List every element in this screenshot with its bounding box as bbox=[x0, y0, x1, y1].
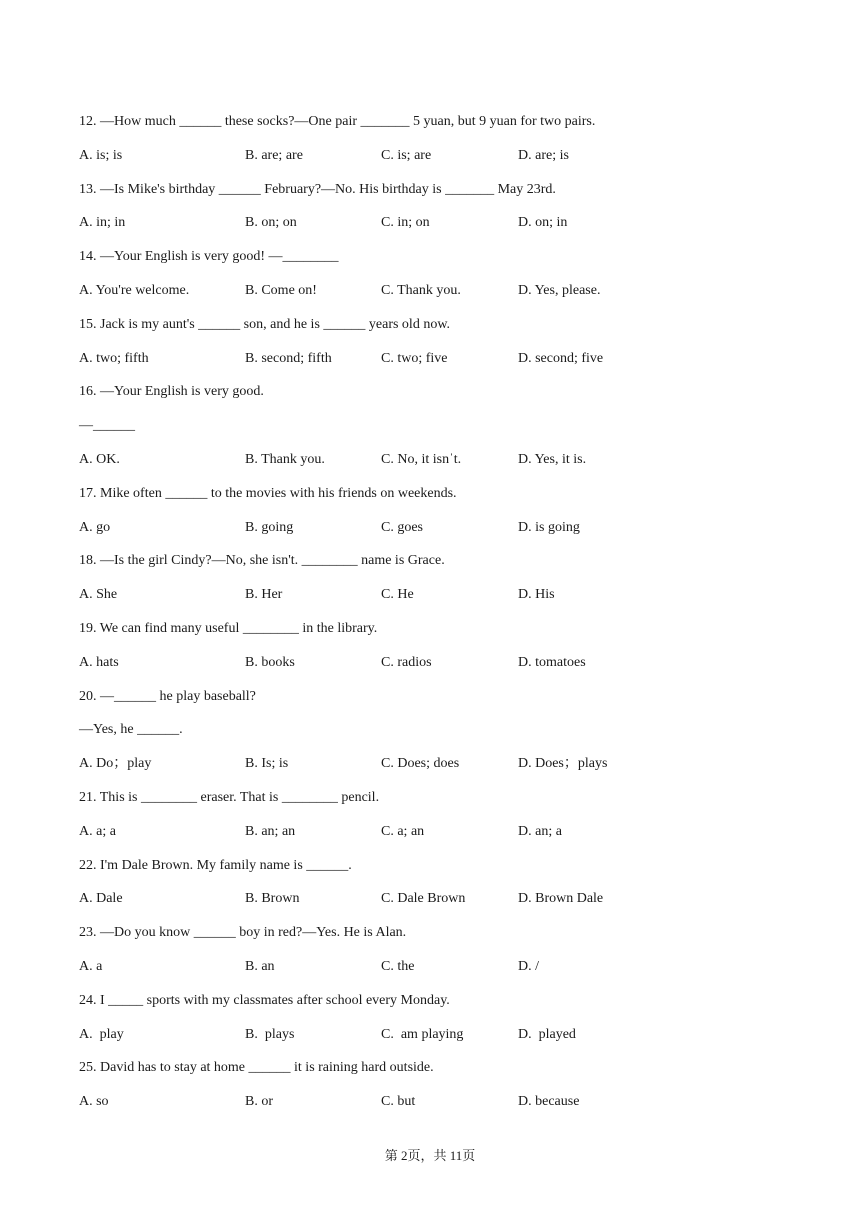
option-d: D. His bbox=[518, 587, 555, 602]
option-b: B. plays bbox=[245, 1027, 295, 1042]
option-b: B. Her bbox=[245, 587, 283, 602]
option-b: B. Is; is bbox=[245, 756, 289, 771]
option-d: D. are; is bbox=[518, 148, 569, 163]
option-d: D. on; in bbox=[518, 215, 568, 230]
option-a: A. is; is bbox=[79, 148, 123, 163]
option-d: D. tomatoes bbox=[518, 655, 586, 670]
question-text: 21. This is ________ eraser. That is ________ pencil. bbox=[79, 790, 380, 805]
option-a: A. go bbox=[79, 520, 111, 535]
option-a: A. two; fifth bbox=[79, 351, 149, 366]
option-b: B. an; an bbox=[245, 824, 296, 839]
option-c: C. He bbox=[381, 587, 414, 602]
option-d: D. an; a bbox=[518, 824, 562, 839]
option-a: A. You're welcome. bbox=[79, 283, 190, 298]
option-d: D. Yes, it is. bbox=[518, 452, 587, 467]
question-text: 25. David has to stay at home ______ it is raining hard outside. bbox=[79, 1060, 434, 1075]
option-d: D. because bbox=[518, 1094, 580, 1109]
option-b: B. Thank you. bbox=[245, 452, 325, 467]
question-text: 20. —______ he play baseball? bbox=[79, 689, 256, 704]
question-text: 24. I _____ sports with my classmates after school every Monday. bbox=[79, 993, 450, 1008]
option-a: A. so bbox=[79, 1094, 109, 1109]
question-text: 19. We can find many useful ________ in the library. bbox=[79, 621, 378, 636]
question-text: 12. —How much ______ these socks?—One pair _______ 5 yuan, but 9 yuan for two pairs. bbox=[79, 114, 596, 129]
option-a: A. in; in bbox=[79, 215, 126, 230]
question-text: —______ bbox=[79, 418, 135, 433]
option-d: D. Brown Dale bbox=[518, 891, 604, 906]
option-d: D. Does；plays bbox=[518, 756, 608, 771]
option-c: C. two; five bbox=[381, 351, 448, 366]
option-a: A. Dale bbox=[79, 891, 123, 906]
option-d: D. second; five bbox=[518, 351, 604, 366]
question-text: 13. —Is Mike's birthday ______ February?—No. His birthday is _______ May 23rd. bbox=[79, 182, 556, 197]
option-c: C. but bbox=[381, 1094, 416, 1109]
option-b: B. or bbox=[245, 1094, 273, 1109]
page-footer: 第 2页，共 11页 bbox=[384, 1148, 476, 1163]
option-c: C. Thank you. bbox=[381, 283, 461, 298]
option-b: B. books bbox=[245, 655, 295, 670]
question-text: 16. —Your English is very good. bbox=[79, 384, 264, 399]
option-c: C. in; on bbox=[381, 215, 430, 230]
question-text: 15. Jack is my aunt's ______ son, and he is ______ years old now. bbox=[79, 317, 451, 332]
option-a: A. She bbox=[79, 587, 118, 602]
question-text: 18. —Is the girl Cindy?—No, she isn't. ________ name is Grace. bbox=[79, 553, 445, 568]
option-d: D. is going bbox=[518, 520, 580, 535]
option-a: A. a bbox=[79, 959, 103, 974]
option-c: C. Does; does bbox=[381, 756, 460, 771]
option-a: A. Do；play bbox=[79, 756, 152, 771]
option-d: D. played bbox=[518, 1027, 576, 1042]
option-a: A. OK. bbox=[79, 452, 120, 467]
option-c: C. No, it isnˈt. bbox=[381, 452, 462, 467]
question-text: 23. —Do you know ______ boy in red?—Yes. He is Alan. bbox=[79, 925, 407, 940]
question-text: 17. Mike often ______ to the movies with his friends on weekends. bbox=[79, 486, 457, 501]
option-c: C. is; are bbox=[381, 148, 432, 163]
option-a: A. play bbox=[79, 1027, 124, 1042]
option-b: B. Come on! bbox=[245, 283, 317, 298]
option-b: B. Brown bbox=[245, 891, 300, 906]
option-b: B. on; on bbox=[245, 215, 297, 230]
option-c: C. radios bbox=[381, 655, 432, 670]
option-c: C. goes bbox=[381, 520, 423, 535]
option-c: C. the bbox=[381, 959, 415, 974]
option-c: C. Dale Brown bbox=[381, 891, 466, 906]
option-b: B. an bbox=[245, 959, 275, 974]
option-c: C. a; an bbox=[381, 824, 425, 839]
question-text: 14. —Your English is very good! —________ bbox=[79, 249, 339, 264]
option-b: B. are; are bbox=[245, 148, 303, 163]
option-c: C. am playing bbox=[381, 1027, 464, 1042]
option-a: A. a; a bbox=[79, 824, 116, 839]
option-b: B. second; fifth bbox=[245, 351, 332, 366]
option-a: A. hats bbox=[79, 655, 119, 670]
option-b: B. going bbox=[245, 520, 294, 535]
option-d: D. Yes, please. bbox=[518, 283, 601, 298]
question-text: —Yes, he ______. bbox=[79, 722, 183, 737]
question-text: 22. I'm Dale Brown. My family name is ______. bbox=[79, 858, 352, 873]
option-d: D. / bbox=[518, 959, 539, 974]
